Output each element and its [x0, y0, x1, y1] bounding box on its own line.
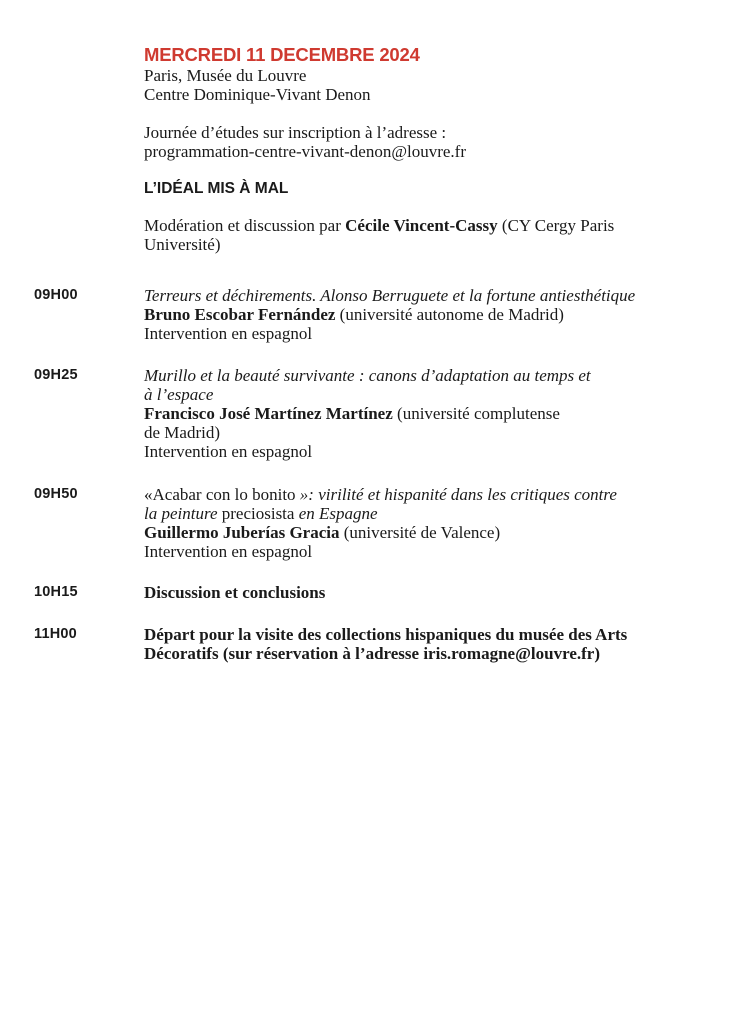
speaker-affiliation-cont: de Madrid): [144, 423, 221, 442]
speaker-affiliation: (université complutense: [392, 404, 560, 423]
registration-text: Journée d’études sur inscription à l’adresse :: [144, 123, 447, 142]
talk-title: »: virilité et hispanité dans les critiques contre: [295, 485, 617, 504]
talk-title-cont: la peinture: [144, 504, 218, 523]
speaker-affiliation: (université autonome de Madrid): [335, 305, 564, 324]
moderator-affiliation-cont: Université): [144, 235, 221, 254]
discussion-text: Discussion et conclusions: [144, 583, 326, 602]
location-line-2: Centre Dominique-Vivant Denon: [144, 85, 371, 104]
moderator-affiliation: (CY Cergy Paris: [497, 216, 615, 235]
program-time: 09H00: [34, 287, 78, 303]
program-time: 10H15: [34, 584, 78, 600]
moderation: [144, 216, 724, 254]
location: [144, 66, 724, 104]
section-title: L’IDÉAL MIS À MAL: [144, 180, 289, 197]
talk-title-cont: à l’espace: [144, 385, 214, 404]
program-time: 09H25: [34, 367, 78, 383]
event-date: MERCREDI 11 DECEMBRE 2024: [144, 44, 420, 65]
moderator-name: Cécile Vincent-Cassy: [345, 216, 498, 235]
registration-info: [144, 123, 724, 161]
talk-title: Terreurs et déchirements. Alonso Berruguete et la fortune antiesthétique: [144, 286, 636, 305]
talk-language: Intervention en espagnol: [144, 442, 313, 461]
talk-title-end: en Espagne: [298, 504, 378, 523]
program-time: 09H50: [34, 486, 78, 502]
visit-text: Départ pour la visite des collections hispaniques du musée des Arts: [144, 625, 628, 644]
speaker-name: Bruno Escobar Fernández: [144, 305, 336, 324]
visit-text-cont: Décoratifs (sur réservation à l’adresse iris.romagne@louvre.fr): [144, 644, 600, 663]
talk-title: Murillo et la beauté survivante : canons d’adaptation au temps et: [144, 366, 591, 385]
spacer: [144, 104, 724, 123]
talk-language: Intervention en espagnol: [144, 324, 313, 343]
speaker-name: Guillermo Juberías Gracia: [144, 523, 340, 542]
program-time: 11H00: [34, 626, 77, 642]
talk-language: Intervention en espagnol: [144, 542, 313, 561]
speaker-name: Francisco José Martínez Martínez: [144, 404, 393, 423]
talk-title-roman: preciosista: [217, 504, 299, 523]
talk-title-quote: «Acabar con lo bonito: [144, 485, 296, 504]
speaker-affiliation: (université de Valence): [339, 523, 501, 542]
registration-email: programmation-centre-vivant-denon@louvre.fr: [144, 142, 467, 161]
moderation-prefix: Modération et discussion par: [144, 216, 346, 235]
header-block: [144, 44, 724, 254]
location-line-1: Paris, Musée du Louvre: [144, 66, 307, 85]
